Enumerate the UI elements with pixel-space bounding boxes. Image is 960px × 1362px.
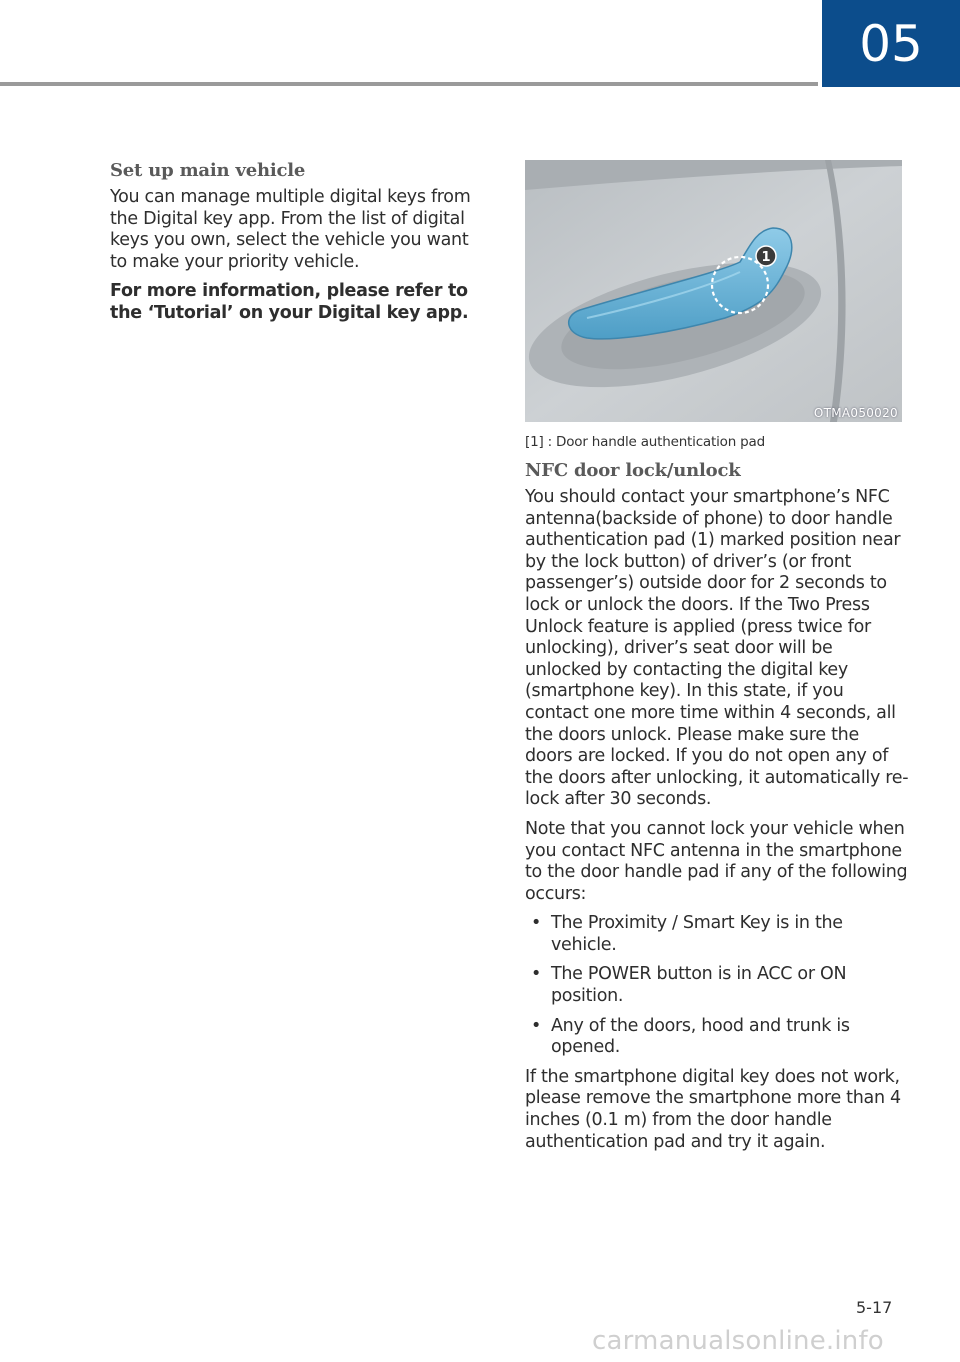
list-item: • Any of the doors, hood and trunk is opened. [531, 1015, 850, 1058]
chapter-tab: 05 [822, 0, 960, 87]
left-column [110, 160, 480, 333]
footer-watermark: carmanualsonline.info [592, 1326, 884, 1356]
main-vehicle-paragraph: You can manage multiple digital keys from the Digital key app. From the list of digital keys you own, select the vehicle you want to make your priority vehicle. [110, 187, 471, 272]
list-item: • The POWER button is in ACC or ON position. [531, 964, 847, 1007]
conditions-list [525, 913, 910, 1059]
nfc-paragraph-2: Note that you cannot lock your vehicle when you contact NFC antenna in the smartphone to the door handle pad if any of the following occurs: [525, 818, 908, 904]
right-column [525, 160, 910, 1161]
section-heading-nfc: NFC door lock/unlock [525, 460, 741, 481]
nfc-paragraph-3: If the smartphone digital key does not work, please remove the smartphone more than 4 inches (0.1 m) from the door handle authentication pad and try it again. [525, 1066, 901, 1152]
door-handle-figure [525, 160, 902, 422]
figure-caption: [1] : Door handle authentication pad [525, 434, 765, 450]
door-handle-illustration [525, 160, 902, 422]
header-rule [0, 82, 818, 86]
callout-number: 1 [761, 250, 771, 265]
section-heading-main-vehicle: Set up main vehicle [110, 160, 306, 181]
list-item: • The Proximity / Smart Key is in the vehicle. [531, 913, 843, 955]
figure-code: OTMA050020 [813, 406, 898, 420]
page-number: 5-17 [856, 1298, 893, 1317]
nfc-paragraph-1: You should contact your smartphone’s NFC antenna(backside of phone) to door handle authentication pad (1) marked position near by the lock button) of driver’s (or front passenger’s) outside door for 2 seconds to lock or unlock the doors. If the Two Press Unlock feature is applied (press twice for unlocking), driver’s seat door will be unlocked by contacting the digital key (smartphone key). In this state, if you contact one more time within 4 seconds, all the doors unlock. Please make sure the doors are locked. If you do not open any of the doors after unlocking, it automatically re-lock after 30 seconds. [525, 487, 909, 810]
tutorial-note: For more information, please refer to the ‘Tutorial’ on your Digital key app. [110, 281, 469, 323]
